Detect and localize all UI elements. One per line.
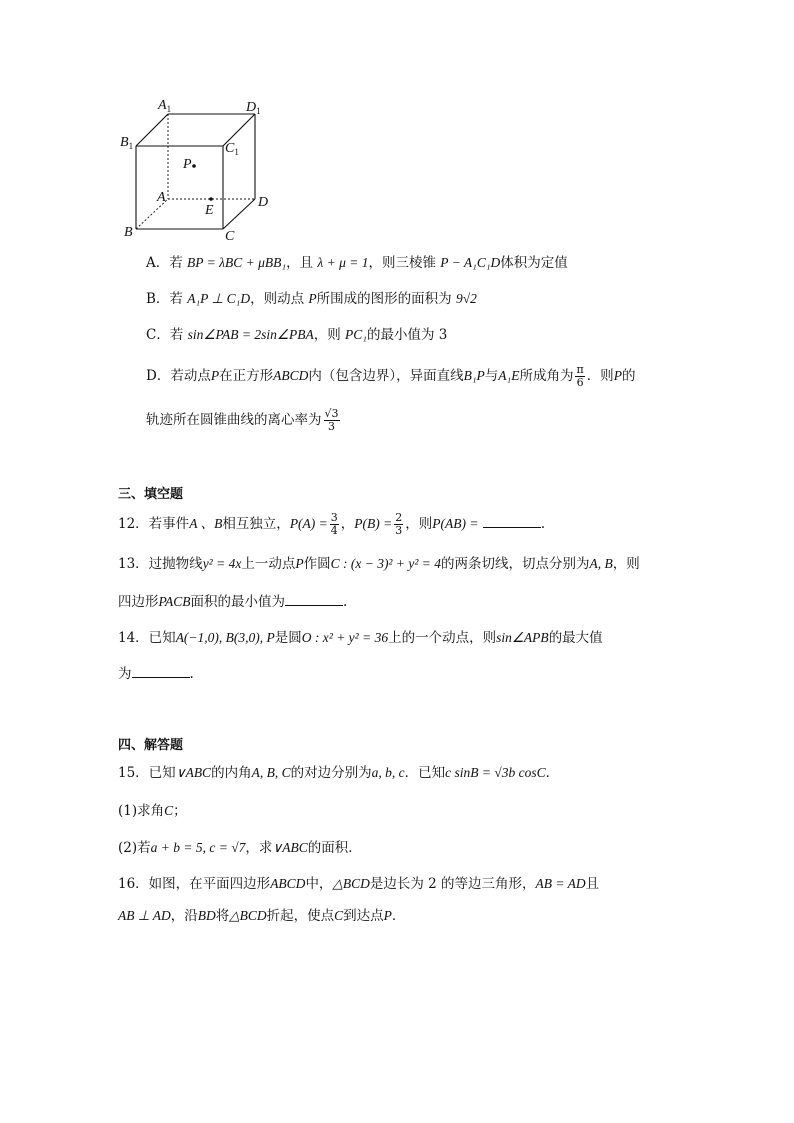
point-p: [192, 164, 196, 168]
option-b: B．若 A₁P ⊥ C₁D，则动点 P所围成的图形的面积为 9√2: [146, 291, 477, 307]
label-b1: $B_1$: [120, 135, 134, 151]
label-c: C: [225, 229, 235, 240]
label-b: B: [124, 225, 133, 240]
question-14-line2: 为 .: [118, 666, 194, 682]
question-15-part1: (1)求角C；: [118, 803, 187, 819]
label-d1: $D_1$: [246, 100, 261, 116]
option-d-line2: 轨迹所在圆锥曲线的离心率为 $\frac{√3}{3}$: [146, 407, 339, 433]
option-a-formula: BP = λBC + μBB₁: [187, 255, 287, 270]
answer-blank-13[interactable]: [285, 593, 343, 606]
question-14-line1: 14．已知A(−1,0), B(3,0), P是圆O : x² + y² = 36上的一个动点，则sin∠APB的最大值: [118, 630, 603, 646]
answer-blank-12[interactable]: [483, 515, 541, 528]
question-12: 12．若事件A 、B相互独立，P(A) = $\frac{3}{4}$ ，P(B) = $\frac{2}{3}$ ，则P(AB) = .: [118, 511, 546, 537]
point-e: [209, 197, 213, 201]
label-p: P: [183, 157, 192, 172]
label-e: E: [205, 203, 214, 218]
option-a: A．若 BP = λBC + μBB₁，且 λ + μ = 1，则三棱锥 P − A₁C₁D体积为定值: [146, 255, 568, 271]
label-a: A: [157, 190, 166, 205]
label-c1: $C_1$: [225, 141, 239, 157]
question-15: 15．已知∨ABC的内角A, B, C的对边分别为a, b, c．已知c sinB = √3b cosC．: [118, 765, 560, 781]
section-title-fill-blank: 三、填空题: [118, 487, 184, 502]
cube-figure: [118, 94, 278, 240]
option-c: C．若 sin∠PAB = 2sin∠PBA，则 PC₁的最小值为 3: [146, 327, 448, 343]
fraction-eccentricity: $\frac{√3}{3}$: [324, 407, 339, 433]
question-13-line2: 四边形PACB面积的最小值为 .: [118, 594, 348, 610]
section-title-solutions: 四、解答题: [118, 738, 184, 753]
option-d-line1: D．若动点P在正方形ABCD内（包含边界），异面直线B₁P与A₁E所成角为 $\frac{\pi}{6}$ ．则P的: [146, 363, 636, 389]
question-16-line1: 16．如图，在平面四边形ABCD中，△BCD是边长为 2 的等边三角形，AB = AD且: [118, 876, 600, 892]
label-d: D: [258, 195, 269, 210]
question-13-line1: 13．过抛物线y² = 4x上一动点P作圆C : (x − 3)² + y² = 4的两条切线，切点分别为A, B，则: [118, 556, 640, 572]
answer-blank-14[interactable]: [132, 665, 190, 678]
label-a1: $A_1$: [158, 98, 172, 114]
question-15-part2: (2)若a + b = 5, c = √7，求∨ABC的面积．: [118, 840, 362, 856]
question-16-line2: AB ⊥ AD，沿BD将△BCD折起，使点C到达点P．: [118, 908, 406, 924]
fraction-pi-6: $\frac{\pi}{6}$: [576, 363, 584, 389]
